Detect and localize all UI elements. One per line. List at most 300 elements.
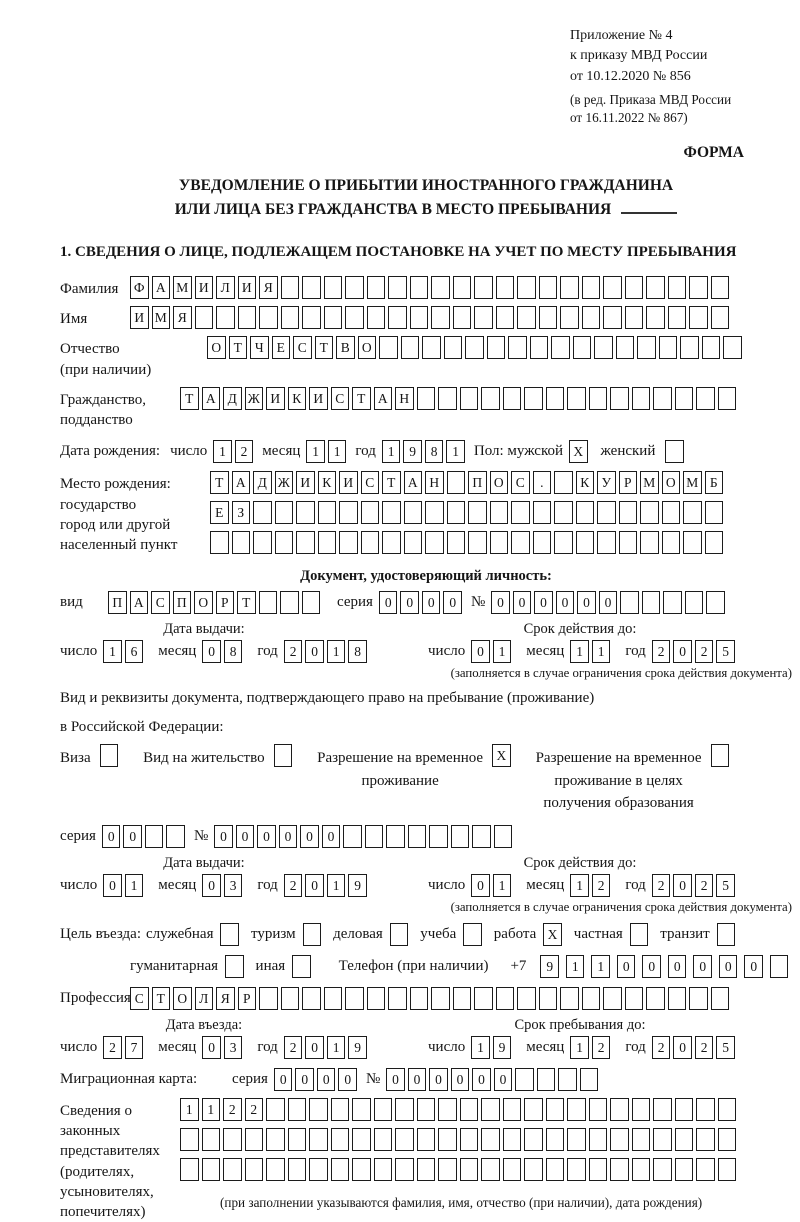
stay-year-input[interactable] (652, 1036, 738, 1059)
cell[interactable] (253, 531, 272, 554)
cell[interactable]: И (339, 471, 358, 494)
cell[interactable]: 0 (673, 640, 692, 663)
cell[interactable]: 0 (693, 955, 712, 978)
entry-year-input[interactable] (284, 1036, 370, 1059)
cell[interactable]: 1 (493, 640, 512, 663)
cell[interactable] (404, 501, 423, 524)
cell[interactable]: 1 (493, 874, 512, 897)
cell[interactable]: 0 (295, 1068, 314, 1091)
cell[interactable]: 5 (716, 640, 735, 663)
cell[interactable]: 1 (328, 440, 347, 463)
cell[interactable] (689, 306, 708, 329)
cell[interactable] (302, 591, 321, 614)
cell[interactable] (438, 1098, 457, 1121)
cell[interactable] (515, 1068, 534, 1091)
cell[interactable] (632, 1128, 651, 1151)
cell[interactable] (640, 531, 659, 554)
cell[interactable] (232, 531, 251, 554)
cell[interactable]: 9 (403, 440, 422, 463)
cell[interactable]: 8 (425, 440, 444, 463)
cell[interactable]: 0 (599, 591, 618, 614)
cell[interactable] (646, 306, 665, 329)
cell[interactable]: 0 (422, 591, 441, 614)
cell[interactable] (711, 276, 730, 299)
cell[interactable]: 0 (577, 591, 596, 614)
cell[interactable] (431, 987, 450, 1010)
cell[interactable]: О (173, 987, 192, 1010)
cell[interactable] (395, 1098, 414, 1121)
cell[interactable]: 0 (400, 591, 419, 614)
cell[interactable] (603, 987, 622, 1010)
cell[interactable] (503, 1128, 522, 1151)
cell[interactable]: Ж (275, 471, 294, 494)
cell[interactable] (496, 987, 515, 1010)
cell[interactable] (642, 591, 661, 614)
cell[interactable] (288, 1128, 307, 1151)
cell[interactable] (490, 531, 509, 554)
cell[interactable]: Т (382, 471, 401, 494)
cell[interactable]: 9 (348, 1036, 367, 1059)
cell[interactable]: 2 (103, 1036, 122, 1059)
cell[interactable]: Е (210, 501, 229, 524)
cell[interactable] (640, 501, 659, 524)
cell[interactable] (309, 1098, 328, 1121)
cell[interactable] (281, 306, 300, 329)
cell[interactable] (711, 306, 730, 329)
cell[interactable] (567, 1098, 586, 1121)
cell[interactable]: 8 (224, 640, 243, 663)
cell[interactable] (145, 825, 164, 848)
valid-month-input[interactable] (570, 640, 613, 663)
cell[interactable] (374, 1098, 393, 1121)
cell[interactable]: 0 (338, 1068, 357, 1091)
cell[interactable]: И (266, 387, 285, 410)
cell[interactable] (259, 987, 278, 1010)
cell[interactable]: 0 (673, 1036, 692, 1059)
cell[interactable] (438, 1128, 457, 1151)
cell[interactable]: У (597, 471, 616, 494)
cell[interactable]: 1 (213, 440, 232, 463)
cell[interactable] (770, 955, 789, 978)
cell[interactable]: К (318, 471, 337, 494)
cell[interactable] (503, 1098, 522, 1121)
cell[interactable] (410, 306, 429, 329)
cell[interactable] (324, 276, 343, 299)
cell[interactable]: Т (237, 591, 256, 614)
cell[interactable]: О (358, 336, 377, 359)
purpose-tourism-checkbox[interactable] (303, 923, 322, 946)
cell[interactable] (494, 825, 513, 848)
cell[interactable] (706, 591, 725, 614)
firstname-input[interactable] (130, 306, 732, 329)
cell[interactable] (331, 1128, 350, 1151)
cell[interactable] (597, 531, 616, 554)
cell[interactable] (503, 387, 522, 410)
cell[interactable] (367, 306, 386, 329)
cell[interactable] (266, 1098, 285, 1121)
cell[interactable] (453, 276, 472, 299)
cell[interactable]: В (336, 336, 355, 359)
cell[interactable]: 1 (570, 640, 589, 663)
cell[interactable] (302, 276, 321, 299)
migration-series-input[interactable] (274, 1068, 360, 1091)
cell[interactable] (451, 825, 470, 848)
cell[interactable]: 0 (214, 825, 233, 848)
residence-number-input[interactable] (214, 825, 515, 848)
surname-input[interactable] (130, 276, 732, 299)
cell[interactable] (696, 1128, 715, 1151)
cell[interactable] (589, 387, 608, 410)
cell[interactable] (625, 276, 644, 299)
cell[interactable]: 0 (305, 1036, 324, 1059)
cell[interactable]: С (151, 591, 170, 614)
cell[interactable]: Т (315, 336, 334, 359)
cell[interactable] (653, 1098, 672, 1121)
cell[interactable]: Я (259, 276, 278, 299)
cell[interactable] (517, 987, 536, 1010)
cell[interactable]: С (331, 387, 350, 410)
cell[interactable] (245, 1128, 264, 1151)
cell[interactable] (331, 1098, 350, 1121)
cell[interactable] (597, 501, 616, 524)
purpose-commercial-checkbox[interactable] (390, 923, 409, 946)
cell[interactable]: 0 (451, 1068, 470, 1091)
cell[interactable] (429, 825, 448, 848)
cell[interactable] (619, 501, 638, 524)
cell[interactable]: С (293, 336, 312, 359)
cell[interactable] (431, 306, 450, 329)
cell[interactable]: К (288, 387, 307, 410)
cell[interactable] (487, 336, 506, 359)
cell[interactable] (696, 1098, 715, 1121)
cell[interactable] (567, 1128, 586, 1151)
cell[interactable] (653, 1128, 672, 1151)
phone-input[interactable] (533, 955, 788, 978)
cell[interactable]: 5 (716, 874, 735, 897)
cell[interactable]: 9 (348, 874, 367, 897)
cell[interactable]: 2 (695, 874, 714, 897)
cell[interactable] (410, 987, 429, 1010)
cell[interactable] (460, 1158, 479, 1181)
cell[interactable]: Р (619, 471, 638, 494)
cell[interactable]: 0 (379, 591, 398, 614)
cell[interactable] (533, 531, 552, 554)
cell[interactable] (685, 591, 704, 614)
cell[interactable] (619, 531, 638, 554)
cell[interactable] (503, 1158, 522, 1181)
cell[interactable] (417, 387, 436, 410)
cell[interactable] (567, 1158, 586, 1181)
cell[interactable] (582, 987, 601, 1010)
cell[interactable]: 0 (236, 825, 255, 848)
cell[interactable] (472, 825, 491, 848)
issue-year-input[interactable] (284, 640, 370, 663)
cell[interactable]: О (662, 471, 681, 494)
cell[interactable] (560, 276, 579, 299)
cell[interactable] (546, 1098, 565, 1121)
cell[interactable]: К (576, 471, 595, 494)
cell[interactable]: 6 (125, 640, 144, 663)
cell[interactable] (302, 306, 321, 329)
cell[interactable]: 1 (446, 440, 465, 463)
cell[interactable] (266, 1158, 285, 1181)
cell[interactable] (339, 501, 358, 524)
cell[interactable]: И (296, 471, 315, 494)
cell[interactable]: 2 (245, 1098, 264, 1121)
cell[interactable]: А (232, 471, 251, 494)
cell[interactable]: 0 (494, 1068, 513, 1091)
cell[interactable]: 1 (591, 955, 610, 978)
cell[interactable] (689, 276, 708, 299)
residence-issue-day-input[interactable] (103, 874, 146, 897)
cell[interactable] (367, 276, 386, 299)
cell[interactable]: 0 (202, 874, 221, 897)
cell[interactable]: 1 (382, 440, 401, 463)
residence-permit-checkbox[interactable] (274, 744, 293, 767)
cell[interactable]: 0 (322, 825, 341, 848)
cell[interactable]: 0 (744, 955, 763, 978)
cell[interactable] (546, 387, 565, 410)
cell[interactable] (210, 531, 229, 554)
residence-series-input[interactable] (102, 825, 188, 848)
cell[interactable] (331, 1158, 350, 1181)
stay-day-input[interactable] (471, 1036, 514, 1059)
cell[interactable] (696, 1158, 715, 1181)
birthplace-input-row3[interactable] (210, 531, 726, 554)
cell[interactable]: О (194, 591, 213, 614)
cell[interactable]: 2 (695, 1036, 714, 1059)
residence-issue-month-input[interactable] (202, 874, 245, 897)
cell[interactable]: 0 (668, 955, 687, 978)
birthplace-input-row1[interactable] (210, 471, 726, 494)
cell[interactable] (324, 306, 343, 329)
cell[interactable]: 0 (300, 825, 319, 848)
cell[interactable] (238, 306, 257, 329)
cell[interactable]: 7 (125, 1036, 144, 1059)
cell[interactable]: 2 (652, 874, 671, 897)
cell[interactable] (632, 1158, 651, 1181)
cell[interactable] (675, 1098, 694, 1121)
cell[interactable] (374, 1128, 393, 1151)
purpose-study-checkbox[interactable] (463, 923, 482, 946)
cell[interactable] (610, 1158, 629, 1181)
cell[interactable] (683, 531, 702, 554)
cell[interactable] (259, 306, 278, 329)
cell[interactable]: Т (352, 387, 371, 410)
cell[interactable] (386, 825, 405, 848)
cell[interactable] (296, 501, 315, 524)
cell[interactable] (180, 1158, 199, 1181)
cell[interactable]: 0 (673, 874, 692, 897)
cell[interactable]: 5 (716, 1036, 735, 1059)
cell[interactable] (438, 1158, 457, 1181)
cell[interactable] (616, 336, 635, 359)
entry-day-input[interactable] (103, 1036, 146, 1059)
cell[interactable] (288, 1098, 307, 1121)
cell[interactable]: Ф (130, 276, 149, 299)
cell[interactable]: Т (229, 336, 248, 359)
cell[interactable]: 1 (103, 640, 122, 663)
cell[interactable]: 0 (202, 1036, 221, 1059)
cell[interactable] (259, 591, 278, 614)
cell[interactable] (460, 387, 479, 410)
cell[interactable] (668, 306, 687, 329)
cell[interactable] (343, 825, 362, 848)
cell[interactable] (408, 825, 427, 848)
cell[interactable] (668, 987, 687, 1010)
cell[interactable]: 0 (257, 825, 276, 848)
cell[interactable] (388, 276, 407, 299)
cell[interactable] (245, 1158, 264, 1181)
cell[interactable]: И (238, 276, 257, 299)
cell[interactable]: . (533, 471, 552, 494)
cell[interactable] (603, 276, 622, 299)
cell[interactable] (496, 306, 515, 329)
cell[interactable]: 0 (279, 825, 298, 848)
cell[interactable]: 0 (305, 874, 324, 897)
cell[interactable] (718, 1128, 737, 1151)
cell[interactable] (524, 1158, 543, 1181)
cell[interactable] (560, 306, 579, 329)
cell[interactable] (465, 336, 484, 359)
cell[interactable] (511, 531, 530, 554)
cell[interactable] (620, 591, 639, 614)
cell[interactable] (702, 336, 721, 359)
cell[interactable] (202, 1158, 221, 1181)
cell[interactable]: П (108, 591, 127, 614)
cell[interactable] (367, 987, 386, 1010)
doc-number-input[interactable] (491, 591, 728, 614)
cell[interactable] (318, 501, 337, 524)
cell[interactable]: М (152, 306, 171, 329)
cell[interactable] (281, 987, 300, 1010)
cell[interactable] (352, 1128, 371, 1151)
cell[interactable] (696, 387, 715, 410)
cell[interactable] (339, 531, 358, 554)
profession-input[interactable] (130, 987, 732, 1010)
cell[interactable]: Л (195, 987, 214, 1010)
purpose-private-checkbox[interactable] (630, 923, 649, 946)
residence-valid-year-input[interactable] (652, 874, 738, 897)
cell[interactable]: 9 (540, 955, 559, 978)
cell[interactable] (705, 531, 724, 554)
cell[interactable] (683, 501, 702, 524)
cell[interactable] (554, 501, 573, 524)
cell[interactable] (668, 276, 687, 299)
cell[interactable] (223, 1158, 242, 1181)
cell[interactable] (582, 306, 601, 329)
cell[interactable] (453, 987, 472, 1010)
cell[interactable] (517, 276, 536, 299)
cell[interactable]: 1 (570, 874, 589, 897)
cell[interactable] (361, 531, 380, 554)
cell[interactable] (388, 306, 407, 329)
cell[interactable] (718, 387, 737, 410)
doc-kind-input[interactable] (108, 591, 323, 614)
cell[interactable]: 1 (566, 955, 585, 978)
cell[interactable] (166, 825, 185, 848)
purpose-humanitarian-checkbox[interactable] (225, 955, 244, 978)
cell[interactable]: 0 (305, 640, 324, 663)
cell[interactable] (589, 1158, 608, 1181)
cell[interactable]: М (640, 471, 659, 494)
cell[interactable] (663, 591, 682, 614)
cell[interactable]: 0 (642, 955, 661, 978)
cell[interactable]: 0 (471, 874, 490, 897)
cell[interactable] (653, 387, 672, 410)
cell[interactable] (447, 531, 466, 554)
cell[interactable] (511, 501, 530, 524)
cell[interactable]: Р (216, 591, 235, 614)
cell[interactable] (281, 276, 300, 299)
cell[interactable]: И (195, 276, 214, 299)
cell[interactable] (675, 1128, 694, 1151)
cell[interactable]: Б (705, 471, 724, 494)
residence-valid-month-input[interactable] (570, 874, 613, 897)
valid-year-input[interactable] (652, 640, 738, 663)
temp-residence-edu-checkbox[interactable] (711, 744, 730, 767)
cell[interactable]: Т (152, 987, 171, 1010)
birth-day-input[interactable] (213, 440, 256, 463)
cell[interactable]: Н (395, 387, 414, 410)
sex-female-checkbox[interactable] (665, 440, 684, 463)
cell[interactable] (481, 1128, 500, 1151)
cell[interactable] (422, 336, 441, 359)
cell[interactable] (675, 387, 694, 410)
cell[interactable] (438, 387, 457, 410)
cell[interactable] (275, 501, 294, 524)
cell[interactable]: Д (253, 471, 272, 494)
cell[interactable] (417, 1128, 436, 1151)
cell[interactable]: П (173, 591, 192, 614)
cell[interactable]: 1 (306, 440, 325, 463)
cell[interactable] (253, 501, 272, 524)
cell[interactable] (382, 531, 401, 554)
cell[interactable] (573, 336, 592, 359)
cell[interactable] (558, 1068, 577, 1091)
cell[interactable] (425, 531, 444, 554)
cell[interactable] (361, 501, 380, 524)
stay-month-input[interactable] (570, 1036, 613, 1059)
cell[interactable] (302, 987, 321, 1010)
cell[interactable]: 2 (284, 874, 303, 897)
cell[interactable]: С (130, 987, 149, 1010)
cell[interactable] (345, 306, 364, 329)
cell[interactable]: 0 (103, 874, 122, 897)
cell[interactable]: 2 (652, 1036, 671, 1059)
cell[interactable]: 0 (408, 1068, 427, 1091)
cell[interactable] (646, 987, 665, 1010)
cell[interactable] (554, 531, 573, 554)
cell[interactable] (689, 987, 708, 1010)
cell[interactable] (582, 276, 601, 299)
cell[interactable] (718, 1098, 737, 1121)
cell[interactable]: А (374, 387, 393, 410)
cell[interactable] (481, 1158, 500, 1181)
cell[interactable] (662, 501, 681, 524)
cell[interactable] (524, 1098, 543, 1121)
cell[interactable] (490, 501, 509, 524)
representatives-input-row2[interactable] (180, 1128, 739, 1151)
cell[interactable] (576, 531, 595, 554)
birth-year-input[interactable] (382, 440, 468, 463)
cell[interactable]: 1 (327, 640, 346, 663)
purpose-transit-checkbox[interactable] (717, 923, 736, 946)
cell[interactable] (395, 1128, 414, 1151)
cell[interactable]: 0 (534, 591, 553, 614)
cell[interactable] (675, 1158, 694, 1181)
cell[interactable] (481, 387, 500, 410)
